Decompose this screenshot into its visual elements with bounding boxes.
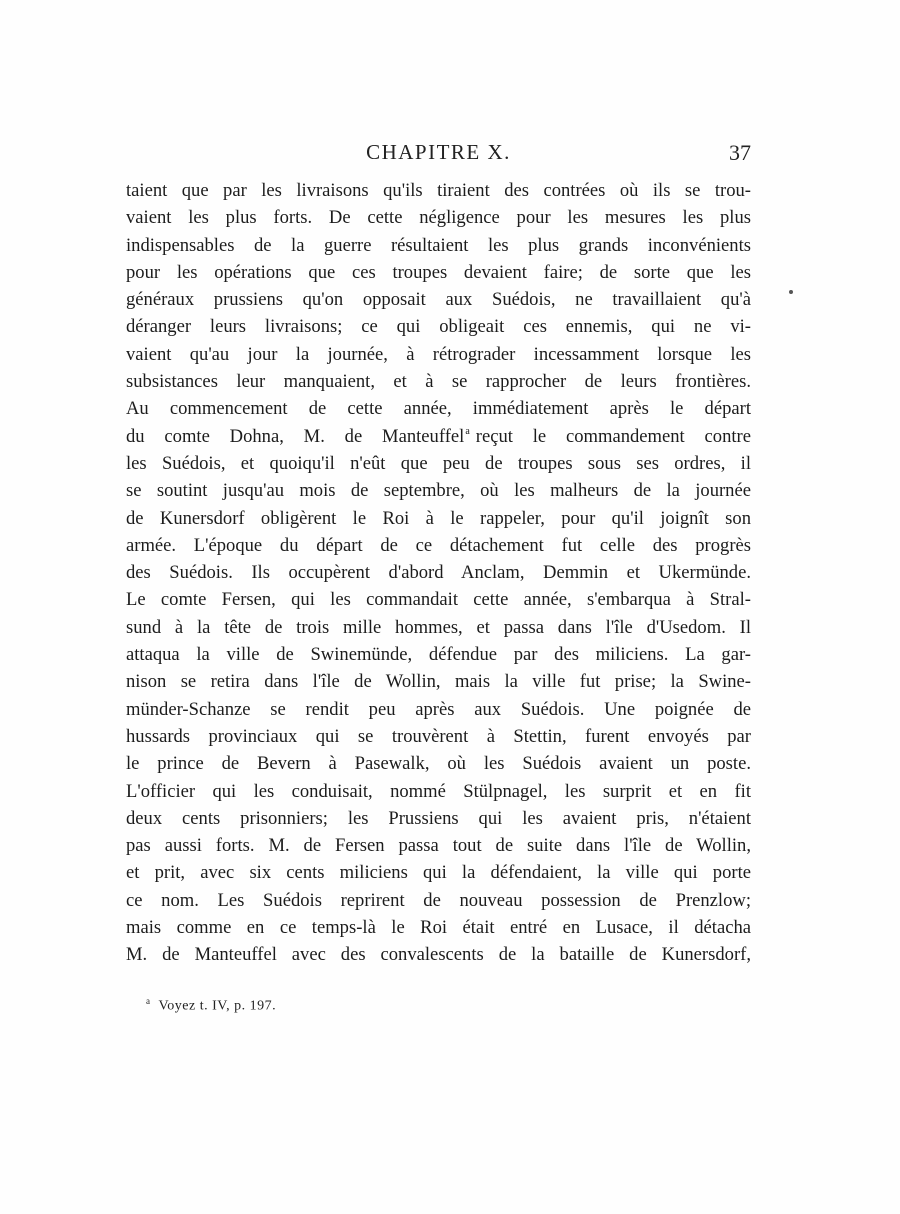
text-line-with-note — [126, 423, 751, 450]
footnote-marker: a — [146, 996, 151, 1006]
running-header — [126, 140, 751, 170]
text-segment: reçut le commandement contre — [475, 425, 751, 447]
text-line: sund à la tête de trois mille hommes, et passa dans l'île d'Usedom. Il — [126, 616, 751, 638]
text-line: münder-Schanze se rendit peu après aux Suédois. Une poignée de — [126, 698, 751, 720]
text-line: déranger leurs livraisons; ce qui obligeait ces ennemis, qui ne vi- — [126, 316, 751, 338]
footnote — [146, 996, 276, 1015]
text-line: mais comme en ce temps-là le Roi était entré en Lusace, il détacha — [126, 917, 751, 939]
text-line: vaient les plus forts. De cette négligence pour les mesures les plus — [126, 207, 751, 229]
text-line: se soutint jusqu'au mois de septembre, où les malheurs de la journée — [126, 480, 751, 502]
text-line: pas aussi forts. M. de Fersen passa tout de suite dans l'île de Wollin, — [126, 835, 751, 857]
text-line: Au commencement de cette année, immédiatement après le départ — [126, 398, 751, 420]
text-line: hussards provinciaux qui se trouvèrent à Stettin, furent envoyés par — [126, 725, 751, 747]
footnote-reference: a — [465, 426, 470, 438]
chapter-title: CHAPITRE X. — [366, 140, 511, 164]
text-line: pour les opérations que ces troupes devaient faire; de sorte que les — [126, 261, 751, 283]
text-line: et prit, avec six cents miliciens qui la défendaient, la ville qui porte — [126, 862, 751, 884]
text-line: Le comte Fersen, qui les commandait cette année, s'embarqua à Stral- — [126, 589, 751, 611]
text-line: de Kunersdorf obligèrent le Roi à le rappeler, pour qu'il joignît son — [126, 507, 751, 529]
text-line: généraux prussiens qu'on opposait aux Suédois, ne travaillaient qu'à — [126, 289, 751, 311]
text-line: vaient qu'au jour la journée, à rétrograder incessamment lorsque les — [126, 343, 751, 365]
text-line: nison se retira dans l'île de Wollin, mais la ville fut prise; la Swine- — [126, 671, 751, 693]
text-line: armée. L'époque du départ de ce détachement fut celle des progrès — [126, 534, 751, 556]
body-text — [126, 177, 751, 969]
text-line: M. de Manteuffel avec des convalescents de la bataille de Kunersdorf, — [126, 944, 751, 966]
text-line: deux cents prisonniers; les Prussiens qui les avaient pris, n'étaient — [126, 807, 751, 829]
text-line: indispensables de la guerre résultaient les plus grands inconvénients — [126, 234, 751, 256]
footnote-text: Voyez t. IV, p. 197. — [158, 998, 277, 1014]
page-number: 37 — [729, 140, 751, 165]
text-line: ce nom. Les Suédois reprirent de nouveau possession de Prenzlow; — [126, 889, 751, 911]
text-line: le prince de Bevern à Pasewalk, où les Suédois avaient un poste. — [126, 753, 751, 775]
text-segment: du comte Dohna, M. de Manteuffel — [126, 425, 465, 447]
text-line: L'officier qui les conduisait, nommé Stülpnagel, les surprit et en fit — [126, 780, 751, 802]
text-line: attaqua la ville de Swinemünde, défendue par des miliciens. La gar- — [126, 644, 751, 666]
text-line: des Suédois. Ils occupèrent d'abord Anclam, Demmin et Ukermünde. — [126, 562, 751, 584]
text-line: subsistances leur manquaient, et à se rapprocher de leurs frontières. — [126, 371, 751, 393]
ink-speck — [789, 290, 793, 294]
text-line: les Suédois, et quoiqu'il n'eût que peu de troupes sous ses ordres, il — [126, 452, 751, 474]
text-line: taient que par les livraisons qu'ils tiraient des contrées où ils se trou- — [126, 180, 751, 201]
